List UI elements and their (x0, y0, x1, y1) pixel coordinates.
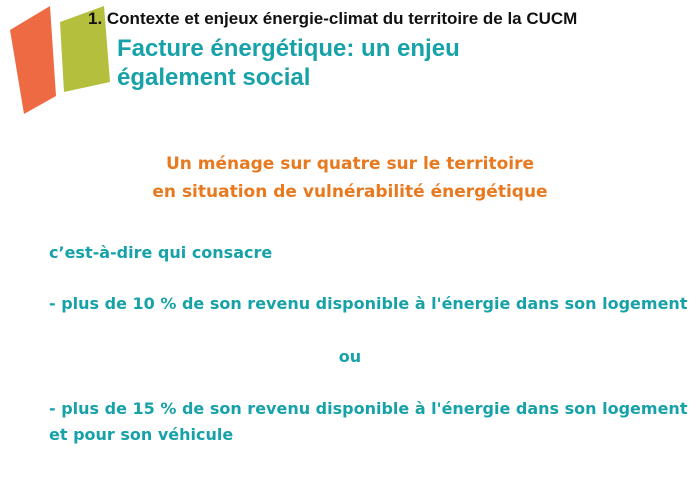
condition-housing: - plus de 10 % de son revenu disponible à l'énergie dans son logement (49, 294, 688, 313)
highlight-statement (0, 150, 700, 206)
or-connector: ou (338, 347, 362, 366)
condition-housing-vehicle (49, 396, 687, 448)
highlight-line-2: en situation de vulnérabilité énergétique (152, 182, 548, 202)
condition-housing-vehicle-line-1: - plus de 15 % de son revenu disponible à l'énergie dans son logement (49, 399, 688, 418)
condition-housing-vehicle-line-2: et pour son véhicule (49, 425, 234, 444)
slide-title (117, 34, 460, 92)
slide-title-line-2: également social (117, 64, 311, 91)
logo-orange-shape (10, 6, 56, 114)
slide-title-line-1: Facture énergétique: un enjeu (117, 35, 460, 62)
definition-intro: c’est-à-dire qui consacre (49, 243, 273, 262)
highlight-line-1: Un ménage sur quatre sur le territoire (165, 154, 535, 174)
section-heading: 1. Contexte et enjeux énergie-climat du territoire de la CUCM (88, 9, 578, 28)
